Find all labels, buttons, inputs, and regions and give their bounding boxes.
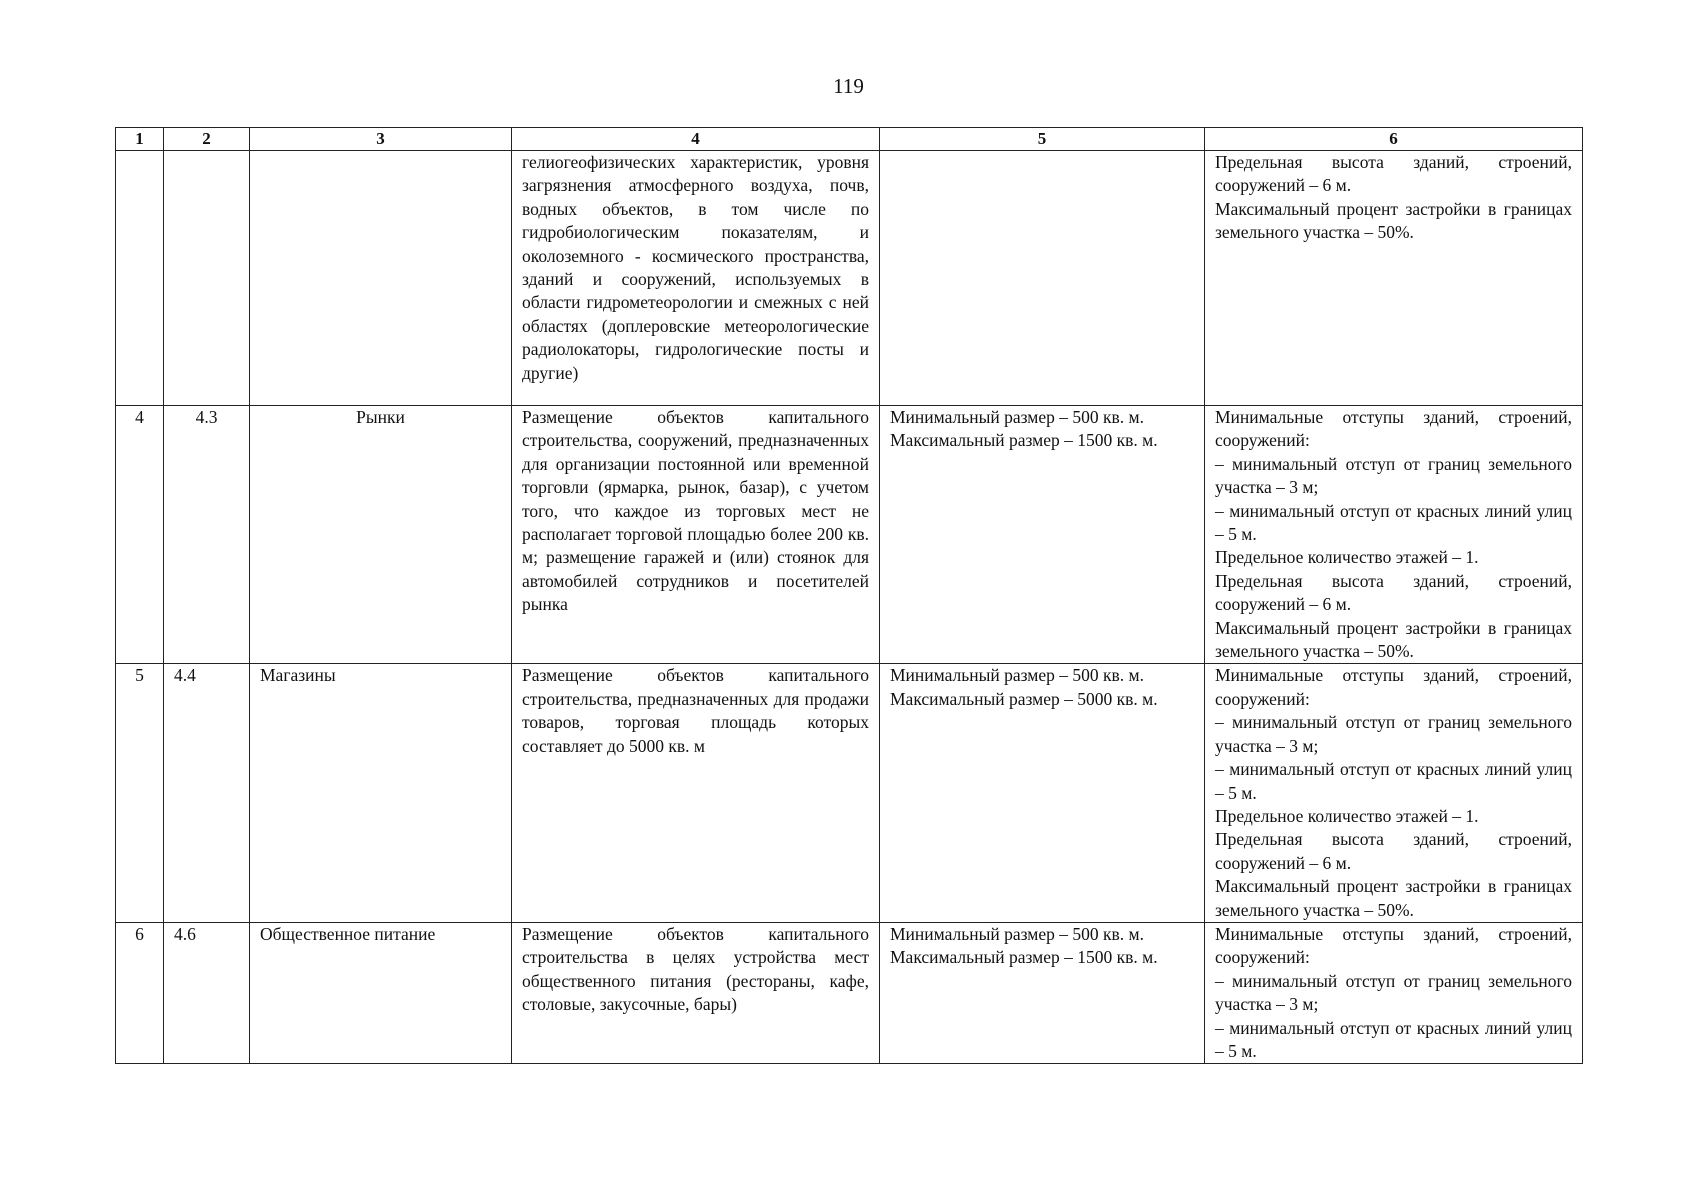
column-header-3: 3 <box>250 128 512 151</box>
code-cell: 4.6 <box>164 922 250 1063</box>
params-cell <box>1205 922 1583 1063</box>
size-line: Максимальный размер – 1500 кв. м. <box>890 947 1158 968</box>
name-cell: Рынки <box>250 406 512 664</box>
param-line: – минимальный отступ от красных линий улиц – 5 м. <box>1215 759 1572 803</box>
size-line: Максимальный размер – 1500 кв. м. <box>890 430 1158 451</box>
row-number-cell: 4 <box>116 406 164 664</box>
sizes-cell <box>880 664 1205 922</box>
zoning-table <box>115 127 1583 1064</box>
param-line: Максимальный процент застройки в границах земельного участка – 50%. <box>1215 876 1572 920</box>
table-row <box>116 151 1583 406</box>
param-line: – минимальный отступ от границ земельного участка – 3 м; <box>1215 453 1572 498</box>
param-line: – минимальный отступ от границ земельного участка – 3 м; <box>1215 970 1572 1015</box>
params-cell <box>1205 406 1583 664</box>
name-cell: Магазины <box>250 664 512 922</box>
row-number-cell: 5 <box>116 664 164 922</box>
description-cell: Размещение объектов капитального строительства в целях устройства мест общественного питания (рестораны, кафе, столовые, закусочные, бары) <box>512 922 880 1063</box>
table-row <box>116 406 1583 664</box>
description-cell: гелиогеофизических характеристик, уровня загрязнения атмосферного воздуха, почв, водных объектов, в том числе по гидробиологическим показателям, и околоземного - космического пространства, зданий и сооружений, используемых в области гидрометеорологии и смежных с ней областях (доплеровские метеорологические радиолокаторы, гидрологические посты и другие) <box>512 151 880 406</box>
param-line: Предельное количество этажей – 1. <box>1215 805 1479 826</box>
sizes-cell <box>880 151 1205 406</box>
column-header-4: 4 <box>512 128 880 151</box>
param-line: Предельная высота зданий, строений, сооружений – 6 м. <box>1215 570 1572 615</box>
params-cell <box>1205 151 1583 406</box>
param-line: Минимальные отступы зданий, строений, сооружений: <box>1215 407 1572 451</box>
column-header-2: 2 <box>164 128 250 151</box>
description-cell: Размещение объектов капитального строительства, сооружений, предназначенных для организации постоянной или временной торговли (ярмарка, рынок, базар), с учетом того, что каждое из торговых мест не располагает торговой площадью более 200 кв. м; размещение гаражей и (или) стоянок для автомобилей сотрудников и посетителей рынка <box>512 406 880 664</box>
code-cell <box>164 151 250 406</box>
param-line: Предельная высота зданий, строений, сооружений – 6 м. <box>1215 152 1572 196</box>
code-cell: 4.3 <box>164 406 250 664</box>
param-line: – минимальный отступ от красных линий улиц – 5 м. <box>1215 1017 1572 1061</box>
code-cell: 4.4 <box>164 664 250 922</box>
param-line: Предельное количество этажей – 1. <box>1215 547 1479 568</box>
size-line: Максимальный размер – 5000 кв. м. <box>890 688 1158 709</box>
sizes-cell <box>880 406 1205 664</box>
params-cell <box>1205 664 1583 922</box>
size-line: Минимальный размер – 500 кв. м. <box>890 407 1144 427</box>
size-line: Минимальный размер – 500 кв. м. <box>890 923 1144 944</box>
column-header-1: 1 <box>116 128 164 151</box>
param-line: Минимальные отступы зданий, строений, сооружений: <box>1215 923 1572 968</box>
size-line: Минимальный размер – 500 кв. м. <box>890 665 1144 686</box>
table-row <box>116 922 1583 1063</box>
row-number-cell: 6 <box>116 922 164 1063</box>
row-number-cell <box>116 151 164 406</box>
param-line: Максимальный процент застройки в границах земельного участка – 50%. <box>1215 617 1572 662</box>
page-number: 119 <box>833 74 864 98</box>
table-row <box>116 664 1583 922</box>
param-line: Максимальный процент застройки в границах земельного участка – 50%. <box>1215 198 1572 243</box>
sizes-cell <box>880 922 1205 1063</box>
param-line: – минимальный отступ от красных линий улиц – 5 м. <box>1215 500 1572 545</box>
description-cell: Размещение объектов капитального строительства, предназначенных для продажи товаров, торговая площадь которых составляет до 5000 кв. м <box>512 664 880 922</box>
column-header-5: 5 <box>880 128 1205 151</box>
param-line: Предельная высота зданий, строений, сооружений – 6 м. <box>1215 829 1572 873</box>
param-line: – минимальный отступ от границ земельного участка – 3 м; <box>1215 712 1572 756</box>
name-cell <box>250 151 512 406</box>
column-header-6: 6 <box>1205 128 1583 151</box>
table-header-row <box>116 128 1583 151</box>
name-cell: Общественное питание <box>250 922 512 1063</box>
param-line: Минимальные отступы зданий, строений, сооружений: <box>1215 665 1572 709</box>
